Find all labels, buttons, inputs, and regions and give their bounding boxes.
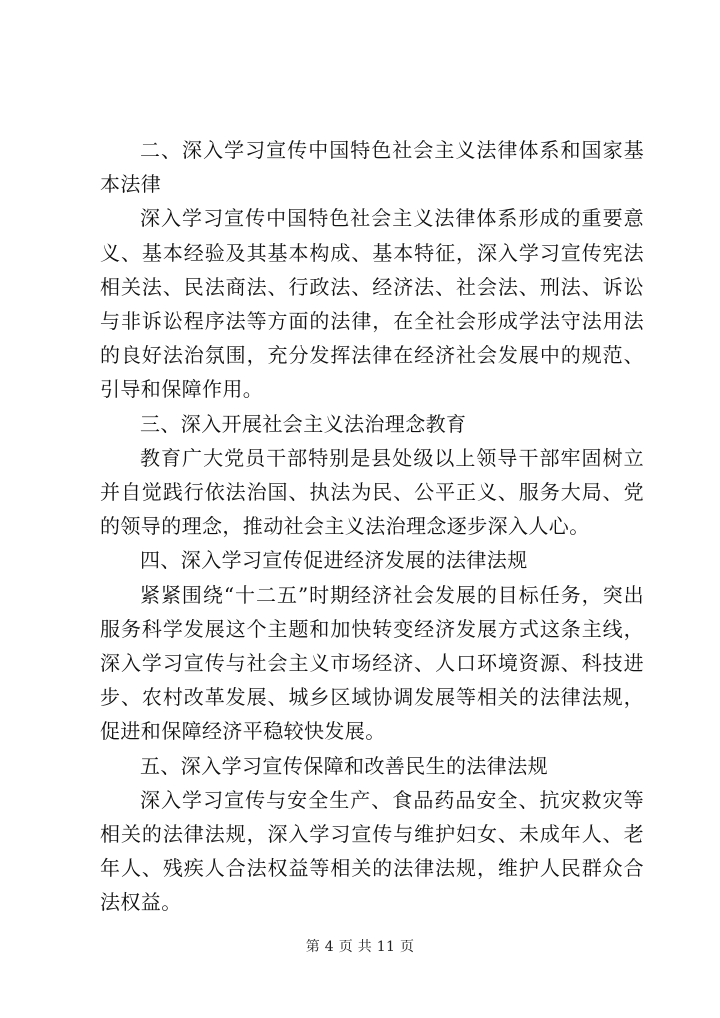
- section-heading-3: 三、深入开展社会主义法治理念教育: [140, 411, 467, 436]
- section-heading-4: 四、深入学习宣传促进经济发展的法律法规: [140, 548, 528, 573]
- document-body: [100, 133, 644, 920]
- section-paragraph-3: 教育广大党员干部特别是县处级以上领导干部牢固树立并自觉践行依法治国、执法为民、公平正义、服务大局、党的领导的理念，推动社会主义法治理念逐步深入人心。: [100, 445, 644, 539]
- section-heading-2: 二、深入学习宣传中国特色社会主义法律体系和国家基本法律: [100, 138, 644, 197]
- section-paragraph-5: 深入学习宣传与安全生产、食品药品安全、抗灾救灾等相关的法律法规，深入学习宣传与维护妇女、未成年人、老年人、残疾人合法权益等相关的法律法规，维护人民群众合法权益。: [100, 787, 644, 915]
- section-paragraph-2: 深入学习宣传中国特色社会主义法律体系形成的重要意义、基本经验及其基本构成、基本特征，深入学习宣传宪法相关法、民法商法、行政法、经济法、社会法、刑法、诉讼与非诉讼程序法等方面的法律，在全社会形成学法守法用法的良好法治氛围，充分发挥法律在经济社会发展中的规范、引导和保障作用。: [100, 206, 644, 402]
- section-paragraph-4: 紧紧围绕“十二五”时期经济社会发展的目标任务，突出服务科学发展这个主题和加快转变经济发展方式这条主线，深入学习宣传与社会主义市场经济、人口环境资源、科技进步、农村改革发展、城乡区域协调发展等相关的法律法规，促进和保障经济平稳较快发展。: [100, 582, 644, 744]
- section-heading-5: 五、深入学习宣传保障和改善民生的法律法规: [140, 753, 548, 778]
- page-footer: 第 4 页 共 11 页: [305, 939, 415, 955]
